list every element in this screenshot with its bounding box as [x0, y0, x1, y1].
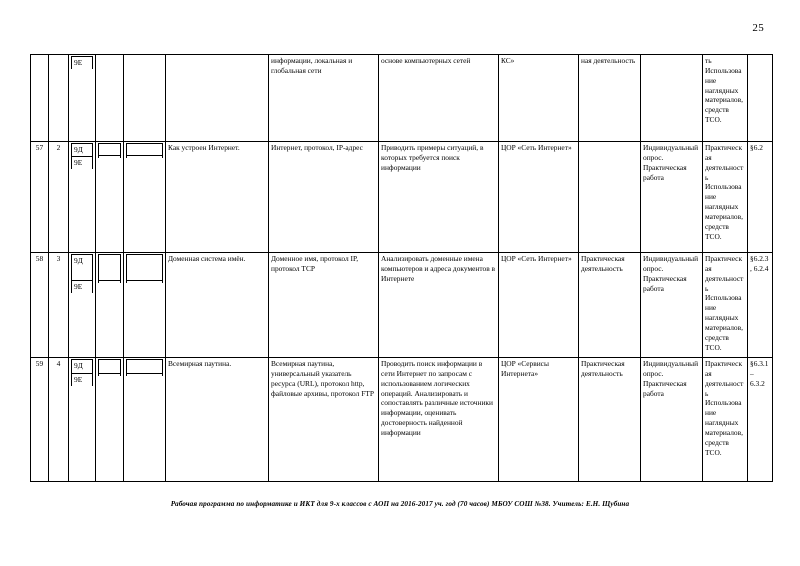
content-cell: Доменное имя, протокол IP, протокол TCP: [269, 253, 379, 358]
class-cell: [69, 253, 96, 358]
content-cell: Всемирная паутина, универсальный указатель ресурса (URL), протокол http, файловые архивы, протокол FTP: [269, 358, 379, 482]
practice-cell: Практическая деятельность: [579, 253, 641, 358]
paragraph-cell: §6.3.1 – 6.3.2: [748, 358, 773, 482]
class-subtable: [71, 359, 93, 386]
practice-cell: [579, 142, 641, 253]
date-slot: [127, 281, 163, 284]
date-subtable-2: [126, 143, 163, 158]
date-cell-1: [96, 358, 124, 482]
row-number: 59: [31, 358, 49, 482]
activity-cell: Анализировать доменные имена компьютеров и адреса документов в Интернете: [379, 253, 499, 358]
resource-cell: КС»: [499, 55, 579, 142]
date-slot: [99, 374, 121, 377]
table-row: [31, 55, 773, 142]
date-subtable-2: [126, 359, 163, 376]
teacher-activity-cell: Практическая деятельность Использование наглядных материалов, средств ТСО.: [703, 253, 748, 358]
teacher-activity-cell: Практическая деятельность Использование наглядных материалов, средств ТСО.: [703, 358, 748, 482]
lesson-plan-table: [30, 54, 773, 482]
date-slot: [99, 156, 121, 159]
date-subtable-1: [98, 359, 121, 376]
class-label: 9Е: [72, 156, 93, 168]
date-slot: [127, 255, 163, 281]
date-cell-2: [124, 358, 166, 482]
date-subtable-1: [98, 143, 121, 158]
page-footer: Рабочая программа по информатике и ИКТ для 9-х классов с АОП на 2016-2017 уч. год (70 часов) МБОУ СОШ №38. Учитель: Е.Н. Щубина: [170, 500, 630, 508]
date-cell-1: [96, 55, 124, 142]
class-subtable: [71, 143, 93, 169]
date-slot: [127, 156, 163, 159]
date-slot: [127, 360, 163, 374]
control-cell: Индивидуальный опрос. Практическая работа: [641, 142, 703, 253]
class-cell: [69, 55, 96, 142]
lesson-number: 3: [49, 253, 69, 358]
table-row: [31, 142, 773, 253]
date-cell-1: [96, 253, 124, 358]
activity-cell: основе компьютерных сетей: [379, 55, 499, 142]
teacher-activity-cell: ть Использование наглядных материалов, средств ТСО.: [703, 55, 748, 142]
class-cell: [69, 358, 96, 482]
date-cell-2: [124, 253, 166, 358]
control-cell: Индивидуальный опрос. Практическая работа: [641, 358, 703, 482]
practice-cell: Практическая деятельность: [579, 358, 641, 482]
row-number: [31, 55, 49, 142]
lesson-number: [49, 55, 69, 142]
resource-cell: ЦОР «Сеть Интернет»: [499, 253, 579, 358]
control-cell: [641, 55, 703, 142]
topic-cell: Доменная система имён.: [166, 253, 269, 358]
activity-cell: Приводить примеры ситуаций, в которых требуется поиск информации: [379, 142, 499, 253]
teacher-activity-cell: Практическая деятельность Использование наглядных материалов, средств ТСО.: [703, 142, 748, 253]
class-label: 9Д: [72, 360, 93, 374]
class-subtable: [71, 254, 93, 293]
activity-cell: Проводить поиск информации в сети Интернет по запросам с использованием логических операций. Анализировать и сопоставлять различные источники информации, оценивать достоверность найденной информации: [379, 358, 499, 482]
row-number: 58: [31, 253, 49, 358]
date-subtable-2: [126, 254, 163, 283]
date-slot: [99, 255, 121, 281]
date-subtable-1: [98, 254, 121, 283]
topic-cell: Как устроен Интернет.: [166, 142, 269, 253]
resource-cell: ЦОР «Сеть Интернет»: [499, 142, 579, 253]
page-number: 25: [752, 22, 764, 34]
class-label: 9Д: [72, 144, 93, 157]
practice-cell: ная деятельность: [579, 55, 641, 142]
table-row: [31, 253, 773, 358]
class-cell: [69, 142, 96, 253]
table-row: [31, 358, 773, 482]
date-cell-2: [124, 55, 166, 142]
lesson-number: 2: [49, 142, 69, 253]
resource-cell: ЦОР «Сервисы Интернета»: [499, 358, 579, 482]
date-slot: [127, 374, 163, 377]
control-cell: Индивидуальный опрос. Практическая работа: [641, 253, 703, 358]
date-slot: [127, 144, 163, 156]
paragraph-cell: §6.2.3, 6.2.4: [748, 253, 773, 358]
class-label: 9Е: [72, 374, 93, 386]
date-slot: [99, 144, 121, 156]
date-slot: [99, 281, 121, 284]
content-cell: информации, локальная и глобальная сети: [269, 55, 379, 142]
topic-cell: Всемирная паутина.: [166, 358, 269, 482]
paragraph-cell: [748, 55, 773, 142]
content-cell: Интернет, протокол, IP-адрес: [269, 142, 379, 253]
date-slot: [99, 360, 121, 374]
class-label: 9Д: [72, 255, 93, 281]
topic-cell: [166, 55, 269, 142]
class-subtable: [71, 56, 93, 69]
paragraph-cell: §6.2: [748, 142, 773, 253]
lesson-number: 4: [49, 358, 69, 482]
class-label: 9Е: [72, 57, 93, 69]
date-cell-2: [124, 142, 166, 253]
row-number: 57: [31, 142, 49, 253]
class-label: 9Е: [72, 281, 93, 293]
date-cell-1: [96, 142, 124, 253]
